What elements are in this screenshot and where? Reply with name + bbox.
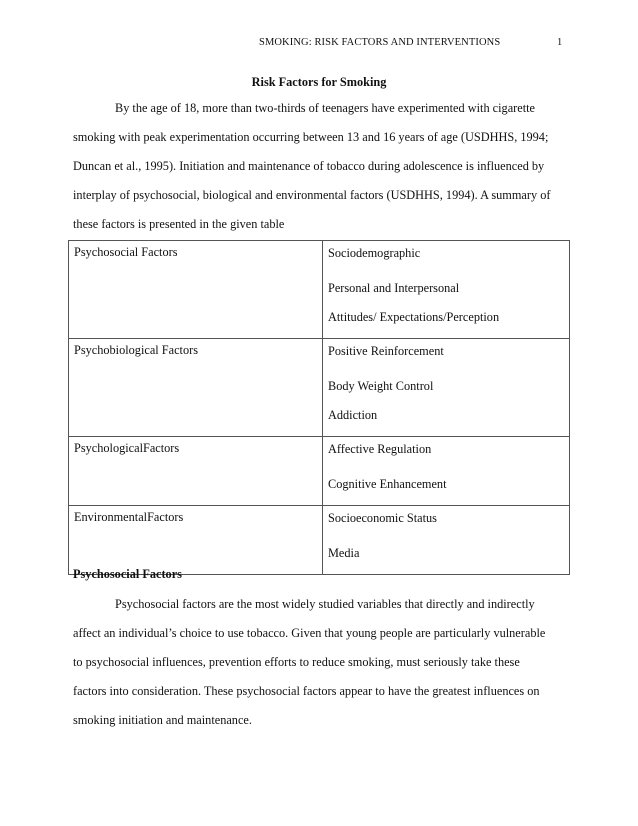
section-line: Psychosocial factors are the most widely studied variables that directly and indirectly: [115, 597, 535, 611]
section-line: to psychosocial influences, prevention efforts to reduce smoking, must seriously take these: [73, 655, 520, 669]
factor-category: Psychobiological Factors: [69, 339, 323, 437]
factor-item: Positive Reinforcement: [328, 344, 444, 358]
factor-item: Socioeconomic Status: [328, 511, 437, 525]
risk-factors-table: [68, 240, 570, 575]
intro-paragraph: [73, 94, 568, 239]
running-head: SMOKING: RISK FACTORS AND INTERVENTIONS: [259, 37, 501, 48]
page-title: Risk Factors for Smoking: [251, 75, 387, 89]
intro-line: By the age of 18, more than two-thirds of teenagers have experimented with cigarette: [115, 101, 535, 115]
factor-item: Personal and Interpersonal: [328, 281, 460, 295]
intro-line: Duncan et al., 1995). Initiation and maintenance of tobacco during adolescence is influenced by: [73, 159, 545, 173]
section-line: smoking initiation and maintenance.: [73, 713, 252, 727]
factor-items: [323, 506, 570, 575]
table-row: [69, 241, 570, 339]
section-paragraph: [73, 590, 568, 735]
factor-item: Sociodemographic: [328, 246, 421, 260]
intro-line: smoking with peak experimentation occurring between 13 and 16 years of age (USDHHS, 1994;: [73, 130, 549, 144]
section-line: factors into consideration. These psychosocial factors appear to have the greatest influences on: [73, 684, 540, 698]
section-heading: Psychosocial Factors: [73, 567, 182, 581]
table-row: [69, 339, 570, 437]
factor-item: Media: [328, 546, 360, 560]
section-line: affect an individual’s choice to use tobacco. Given that young people are particularly vulnerable: [73, 626, 546, 640]
intro-line: these factors is presented in the given table: [73, 217, 285, 231]
factor-category: Psychosocial Factors: [69, 241, 323, 339]
intro-line: interplay of psychosocial, biological and environmental factors (USDHHS, 1994). A summary of: [73, 188, 551, 202]
page-number: 1: [557, 37, 563, 48]
factor-items: [323, 437, 570, 506]
factor-item: Affective Regulation: [328, 442, 432, 456]
factor-items: [323, 241, 570, 339]
factor-category: EnvironmentalFactors: [69, 506, 323, 575]
factor-items: [323, 339, 570, 437]
table-row: [69, 506, 570, 575]
factor-item: Addiction: [328, 408, 378, 422]
factor-category: PsychologicalFactors: [69, 437, 323, 506]
factor-item: Body Weight Control: [328, 379, 434, 393]
factor-item: Attitudes/ Expectations/Perception: [328, 310, 500, 324]
table-row: [69, 437, 570, 506]
factor-item: Cognitive Enhancement: [328, 477, 447, 491]
